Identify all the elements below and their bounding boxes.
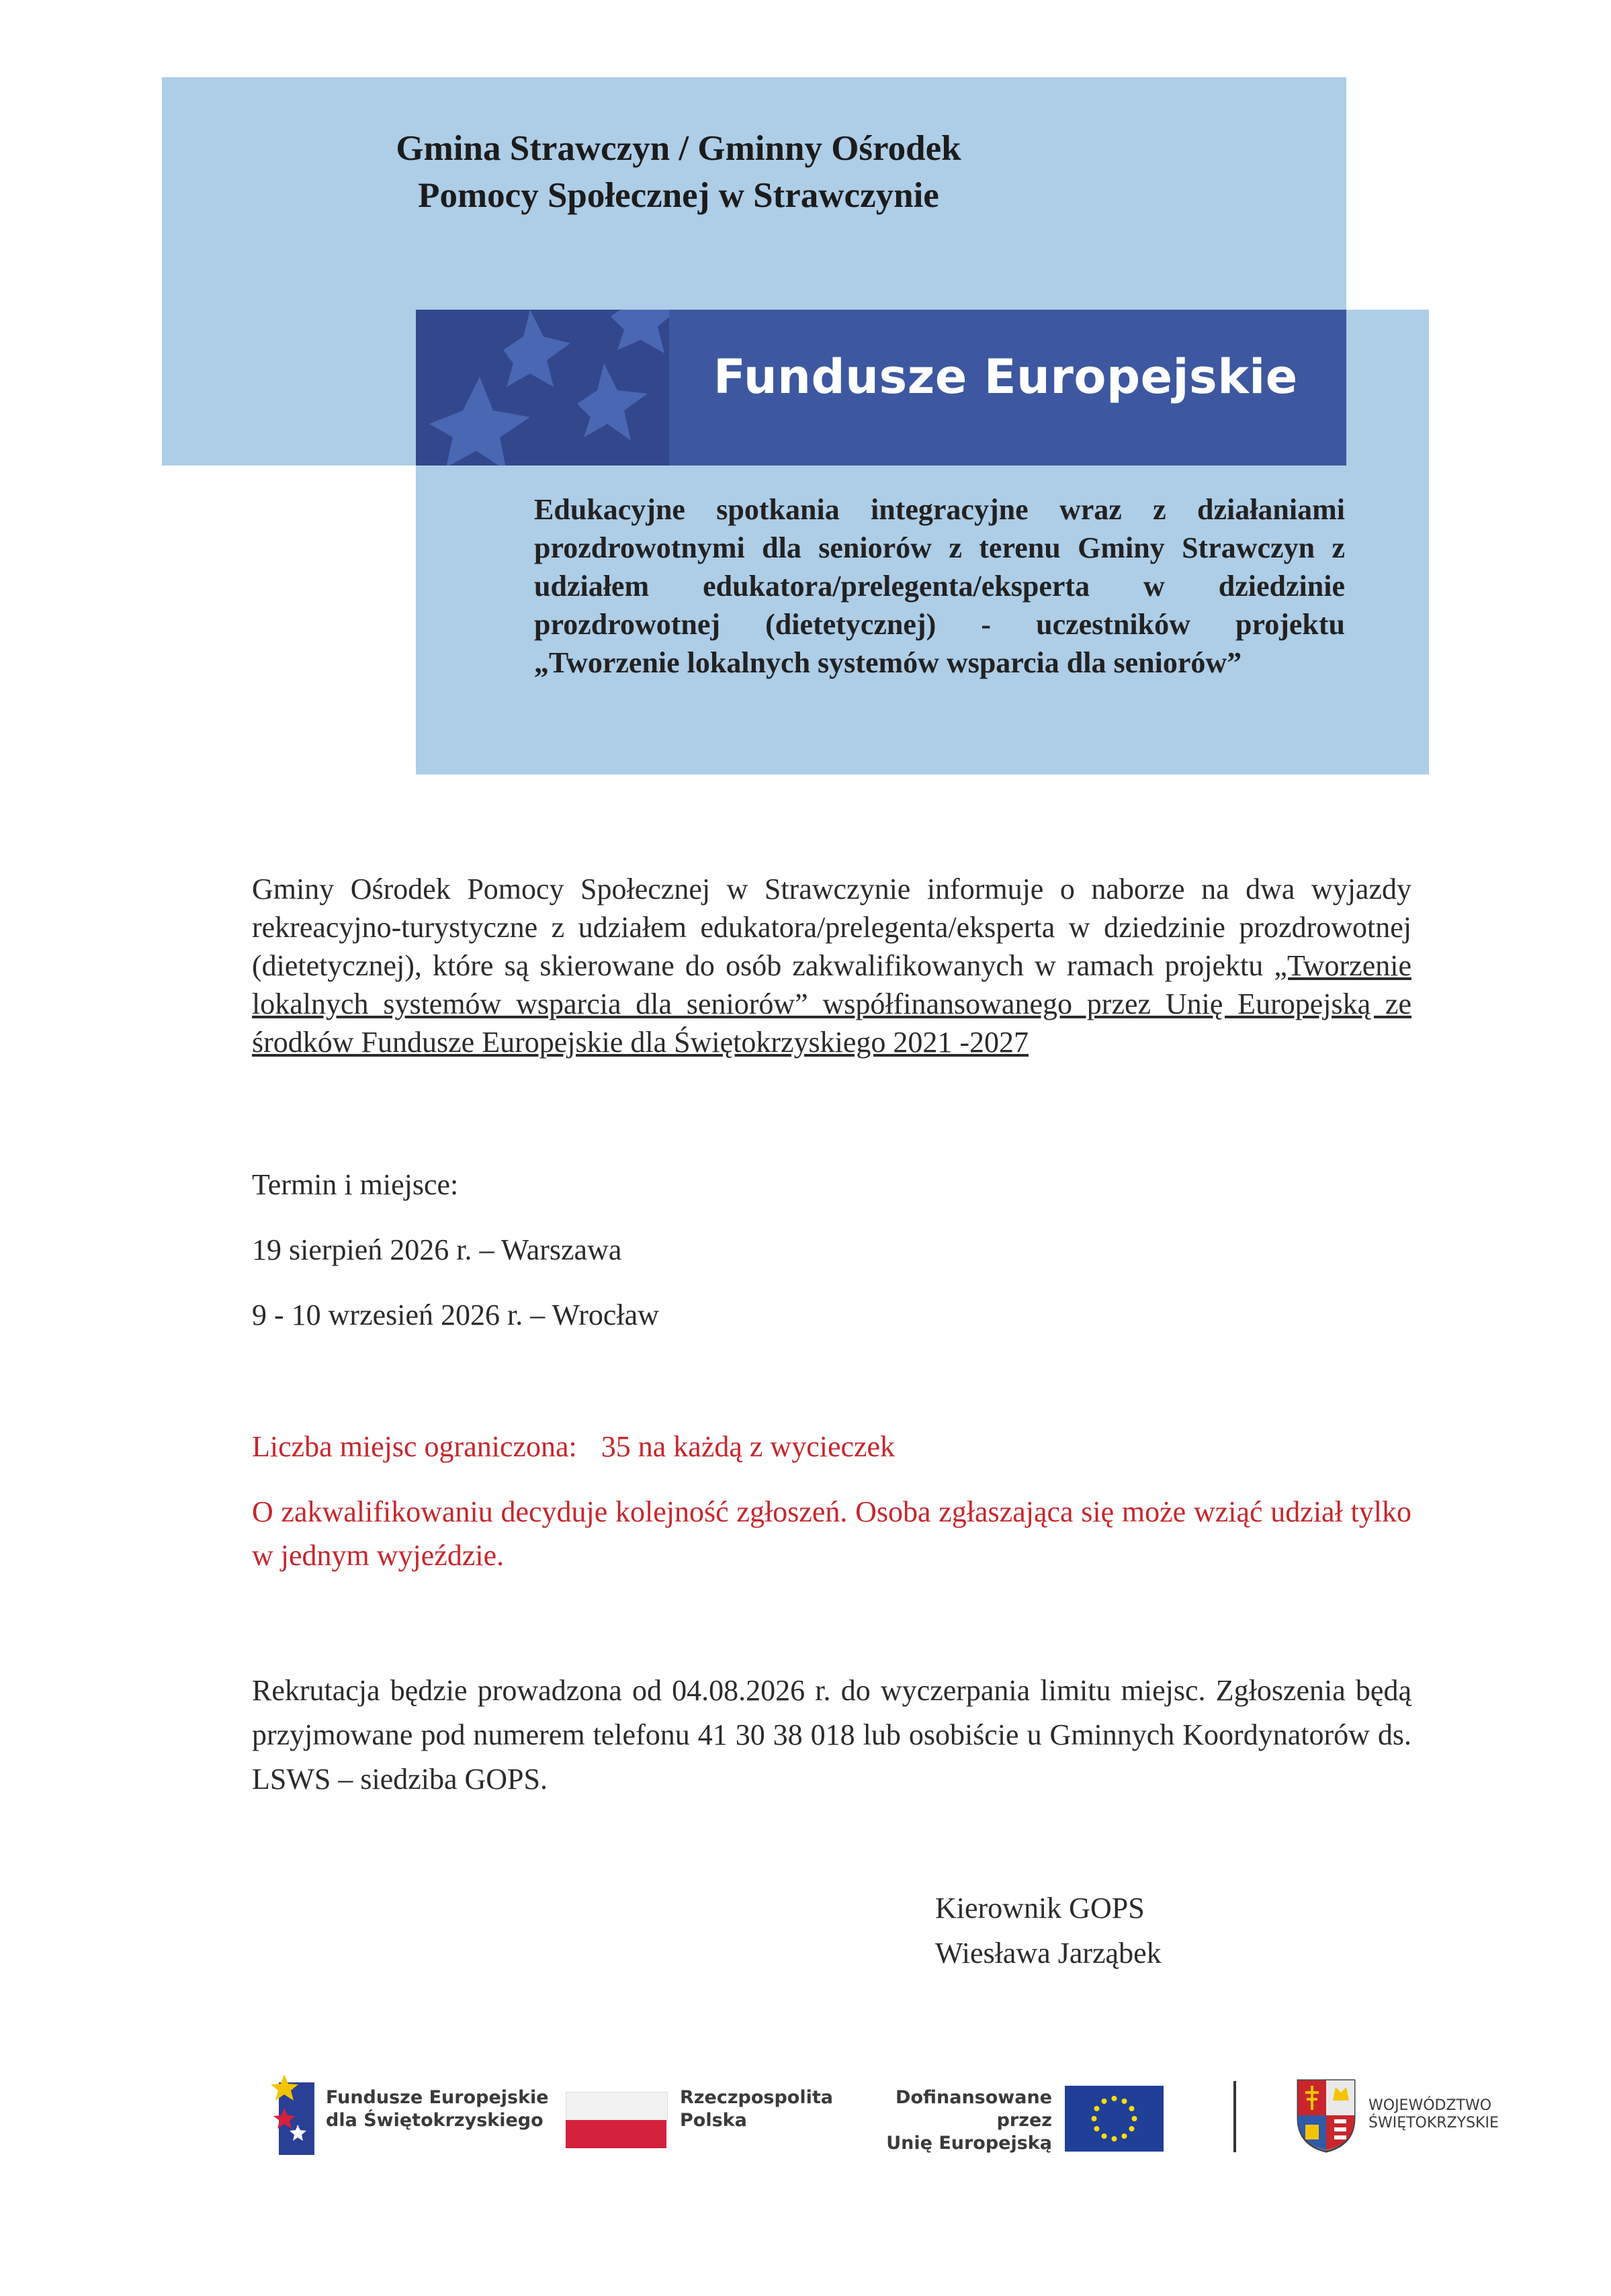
signature-title: Kierownik GOPS xyxy=(935,1892,1145,1925)
fe-stars-icon xyxy=(416,310,669,466)
intro-paragraph xyxy=(252,870,1411,1061)
fe-logo-line1: Fundusze Europejskie xyxy=(326,2087,549,2108)
fe-logo-icon xyxy=(264,2068,314,2155)
project-name-underlined: „Tworzenie lokalnych systemów wsparcia dla seniorów” współfinansowanego przez Unię Europejską ze środków Fundusze Europejskie dla Świętokrzyskiego 2021 -2027 xyxy=(252,949,1411,1059)
intro-text: Gminy Ośrodek Pomocy Społecznej w Strawczynie informuje o naborze na dwa wyjazdy rekreacyjno-turystyczne z udziałem edukatora/prelegenta/eksperta w dziedzinie prozdrowotnej (dietetycznej), które są skierowane do osób zakwalifikowanych w ramach projektu xyxy=(252,873,1411,982)
places-limit-value: 35 na każdą z wycieczek xyxy=(601,1430,896,1463)
region-coat-of-arms-icon xyxy=(1295,2078,1357,2153)
fe-logo-text xyxy=(326,2086,549,2132)
eu-logo-line2: Unię Europejską xyxy=(886,2133,1052,2154)
footer-divider xyxy=(1233,2081,1236,2152)
trip-wroclaw: 9 - 10 wrzesień 2026 r. – Wrocław xyxy=(252,1298,659,1331)
fe-logo-line2: dla Świętokrzyskiego xyxy=(326,2110,543,2131)
project-description: Edukacyjne spotkania integracyjne wraz z działaniami prozdrowotnymi dla seniorów z terenu Gminy Strawczyn z udziałem edukatora/prelegenta/eksperta w dziedzinie prozdrowotnej (dietetycznej) - uczestników projektu „Tworzenie lokalnych systemów wsparcia dla seniorów” xyxy=(534,493,1345,679)
poland-flag-red xyxy=(566,2120,666,2148)
qualification-note: O zakwalifikowaniu decyduje kolejność zgłoszeń. Osoba zgłaszająca się może wziąć udział tylko w jednym wyjeździe. xyxy=(252,1495,1411,1572)
organization-title-line2: Pomocy Społecznej w Strawczynie xyxy=(418,176,939,215)
poland-flag-white xyxy=(566,2092,668,2121)
region-logo-line1: WOJEWÓDZTWO xyxy=(1368,2097,1492,2114)
places-limit-label: Liczba miejsc ograniczona: xyxy=(252,1430,577,1463)
region-logo-text xyxy=(1368,2097,1499,2132)
fe-banner-title: Fundusze Europejskie xyxy=(713,349,1298,404)
signature-name: Wiesława Jarząbek xyxy=(935,1937,1162,1970)
rp-logo-text xyxy=(680,2086,833,2132)
region-logo-line2: ŚWIĘTOKRZYSKIE xyxy=(1368,2115,1499,2131)
organization-title xyxy=(309,125,1048,219)
term-heading: Termin i miejsce: xyxy=(252,1168,459,1201)
rp-logo-line2: Polska xyxy=(680,2110,747,2131)
trip-warsaw: 19 sierpień 2026 r. – Warszawa xyxy=(252,1233,622,1266)
eu-flag-icon xyxy=(1065,2086,1164,2152)
eu-logo-line1: Dofinansowane przez xyxy=(896,2087,1052,2131)
rp-logo-line1: Rzeczpospolita xyxy=(680,2087,833,2108)
places-limit xyxy=(252,1429,895,1464)
eu-logo-text xyxy=(857,2086,1052,2155)
recruitment-paragraph: Rekrutacja będzie prowadzona od 04.08.2026 r. do wyczerpania limitu miejsc. Zgłoszenia będą przyjmowane pod numerem telefonu 41 30 38 018 lub osobiście u Gminnych Koordynatorów ds. LSWS – siedziba GOPS. xyxy=(252,1674,1411,1796)
organization-title-line1: Gmina Strawczyn / Gminny Ośrodek xyxy=(396,129,961,168)
